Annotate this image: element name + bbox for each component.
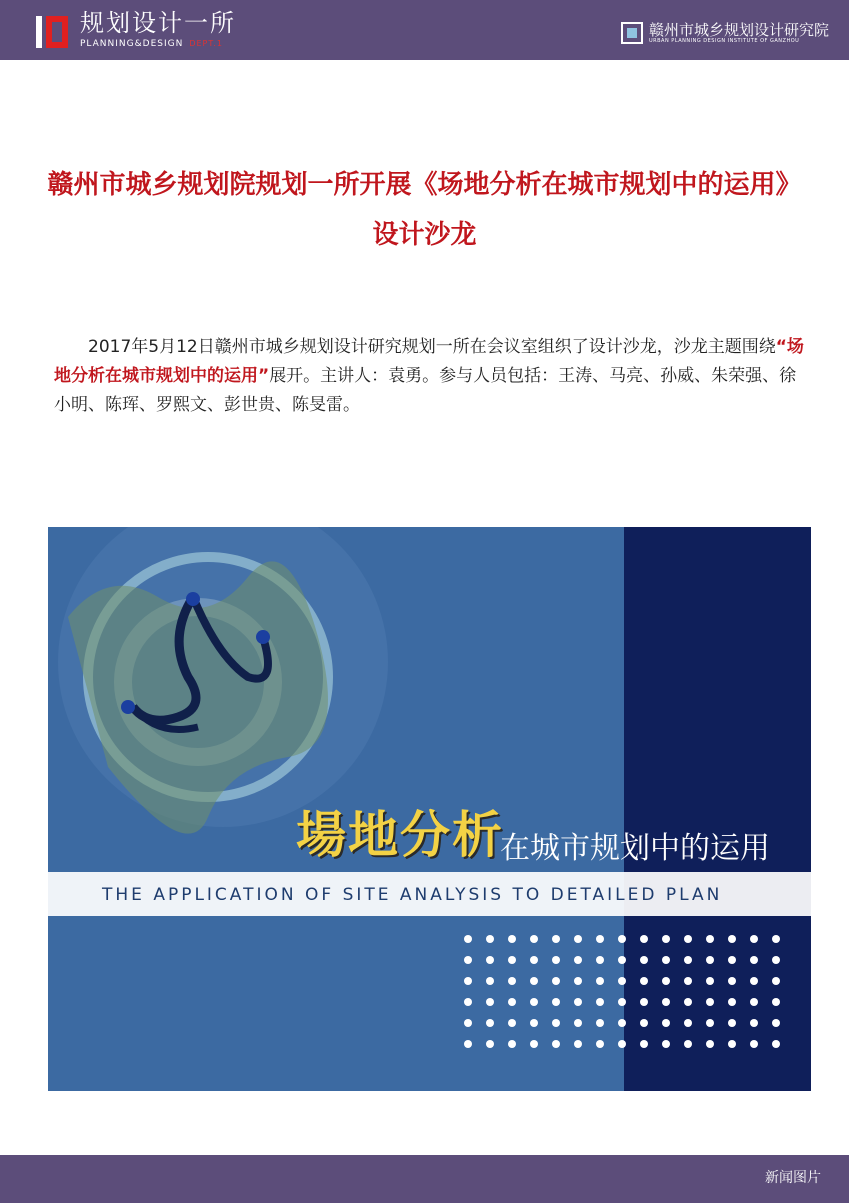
- footer-label: 新闻图片: [765, 1170, 821, 1186]
- article-body: [54, 333, 804, 420]
- institute-block: [621, 22, 829, 44]
- body-text-2: 展开。主讲人：袁勇。参与人员包括：王涛、马亮、孙威、朱荣强、徐小明、陈珲、罗熙文、彭世贵、陈旻雷。: [54, 366, 797, 415]
- brand-en-text: PLANNING&DESIGN: [80, 39, 184, 49]
- article-title: 赣州市城乡规划院规划一所开展《场地分析在城市规划中的运用》设计沙龙: [47, 170, 802, 250]
- body-highlight: “场地分析在城市规划中的运用”: [54, 337, 804, 386]
- header-bar: [0, 0, 849, 60]
- brand-block: [80, 9, 236, 49]
- institute-name-en: URBAN PLANNING DESIGN INSTITUTE OF GANZHOU: [648, 38, 800, 44]
- brand-dept: DEPT.1: [189, 39, 223, 48]
- slide-subtitle-cn: 在城市规划中的运用: [500, 831, 770, 866]
- slide-title-en: THE APPLICATION OF SITE ANALYSIS TO DETAILED PLAN: [102, 885, 723, 905]
- brand-name-en: [80, 39, 236, 49]
- news-image-slide: [48, 527, 811, 1091]
- slide-title-cn: 場地分析: [296, 806, 504, 864]
- brand-name-cn: 规划设计一所: [80, 9, 236, 37]
- body-text-1: 2017年5月12日赣州市城乡规划设计研究规划一所在会议室组织了设计沙龙，沙龙主题围绕: [88, 337, 776, 357]
- footer-bar: [0, 1155, 849, 1203]
- dept-logo-icon: [36, 12, 70, 48]
- institute-logo-icon: [621, 22, 643, 44]
- institute-name-cn: 赣州市城乡规划设计研究院: [648, 21, 829, 39]
